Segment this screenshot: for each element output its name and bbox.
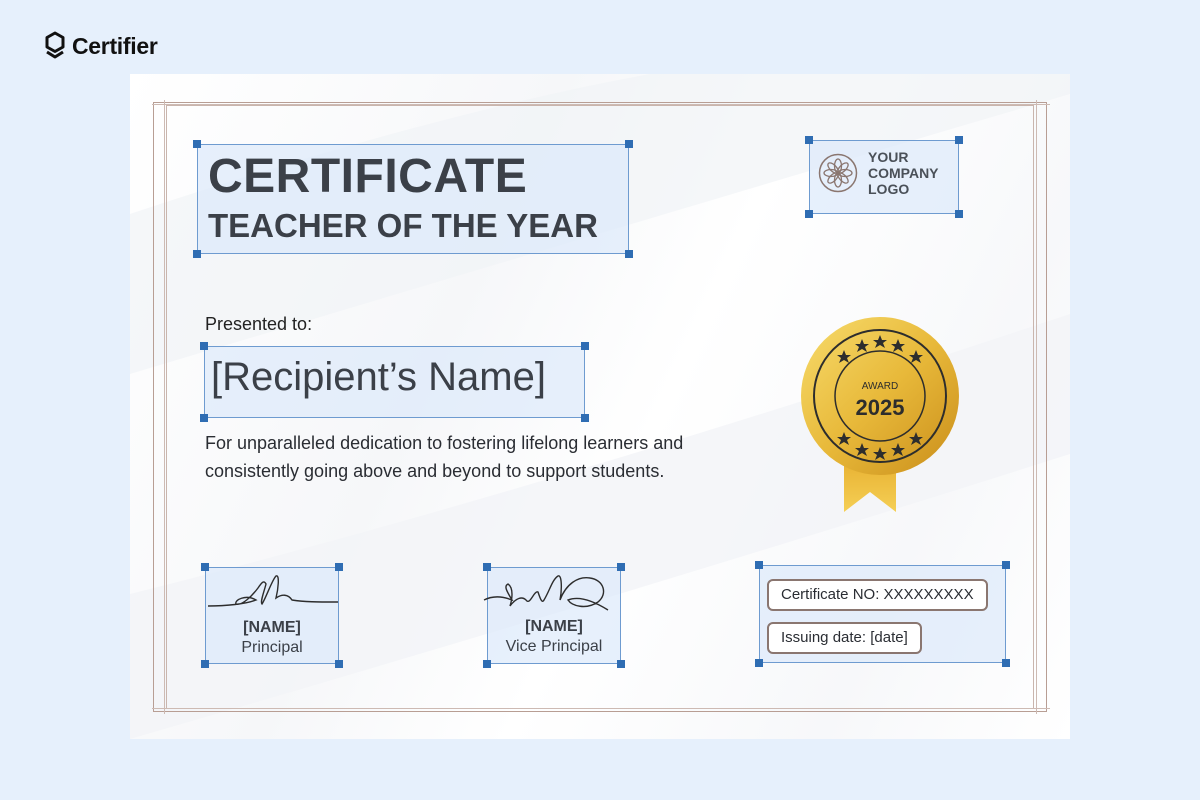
- signature-image: [482, 570, 622, 614]
- resize-handle[interactable]: [1002, 659, 1010, 667]
- certifier-logo-icon: [44, 31, 66, 61]
- resize-handle[interactable]: [805, 210, 813, 218]
- signature-role: Principal: [241, 639, 303, 656]
- resize-handle[interactable]: [581, 414, 589, 422]
- company-logo-block[interactable]: [809, 140, 959, 214]
- resize-handle[interactable]: [193, 250, 201, 258]
- certificate-title: CERTIFICATE: [208, 150, 528, 203]
- signature-role: Vice Principal: [505, 638, 603, 655]
- resize-handle[interactable]: [755, 561, 763, 569]
- recipient-block[interactable]: [204, 346, 585, 418]
- frame-line: [1036, 100, 1037, 714]
- resize-handle[interactable]: [955, 136, 963, 144]
- resize-handle[interactable]: [201, 660, 209, 668]
- frame-line: [152, 104, 1050, 105]
- seal-year: 2025: [855, 395, 905, 420]
- resize-handle[interactable]: [193, 140, 201, 148]
- resize-handle[interactable]: [201, 563, 209, 571]
- logo-text-line: YOUR: [868, 149, 909, 165]
- presented-label: Presented to:: [205, 314, 313, 334]
- resize-handle[interactable]: [805, 136, 813, 144]
- resize-handle[interactable]: [335, 660, 343, 668]
- signature-name: [NAME]: [243, 619, 301, 636]
- logo-text-line: COMPANY: [868, 165, 939, 181]
- logo-text-line: LOGO: [868, 181, 910, 197]
- brand-name: Certifier: [72, 32, 158, 59]
- certificate-subtitle: TEACHER OF THE YEAR: [208, 207, 598, 244]
- seal-top-text: AWARD: [861, 381, 899, 392]
- resize-handle[interactable]: [755, 659, 763, 667]
- signature-block-vice-principal[interactable]: [487, 567, 621, 664]
- resize-handle[interactable]: [955, 210, 963, 218]
- title-block[interactable]: [197, 144, 629, 254]
- resize-handle[interactable]: [483, 660, 491, 668]
- award-seal: [796, 316, 964, 516]
- certificate-canvas[interactable]: [130, 74, 1070, 739]
- resize-handle[interactable]: [200, 342, 208, 350]
- resize-handle[interactable]: [1002, 561, 1010, 569]
- resize-handle[interactable]: [200, 414, 208, 422]
- signature-image: [206, 572, 340, 612]
- certificate-number: Certificate NO: XXXXXXXXX: [767, 579, 988, 611]
- certificate-info-block[interactable]: [759, 565, 1006, 663]
- signature-block-principal[interactable]: [205, 567, 339, 664]
- signature-name: [NAME]: [525, 618, 583, 635]
- brand[interactable]: [44, 30, 158, 62]
- resize-handle[interactable]: [617, 660, 625, 668]
- resize-handle[interactable]: [625, 250, 633, 258]
- issuing-date: Issuing date: [date]: [767, 622, 922, 654]
- frame-line: [164, 100, 165, 714]
- frame-line: [152, 708, 1050, 709]
- company-logo-icon: [818, 153, 858, 193]
- resize-handle[interactable]: [625, 140, 633, 148]
- recipient-name: [Recipient’s Name]: [211, 355, 546, 399]
- description: For unparalleled dedication to fostering lifelong learners and consistently going above and beyond to support students.: [205, 433, 684, 481]
- resize-handle[interactable]: [335, 563, 343, 571]
- resize-handle[interactable]: [581, 342, 589, 350]
